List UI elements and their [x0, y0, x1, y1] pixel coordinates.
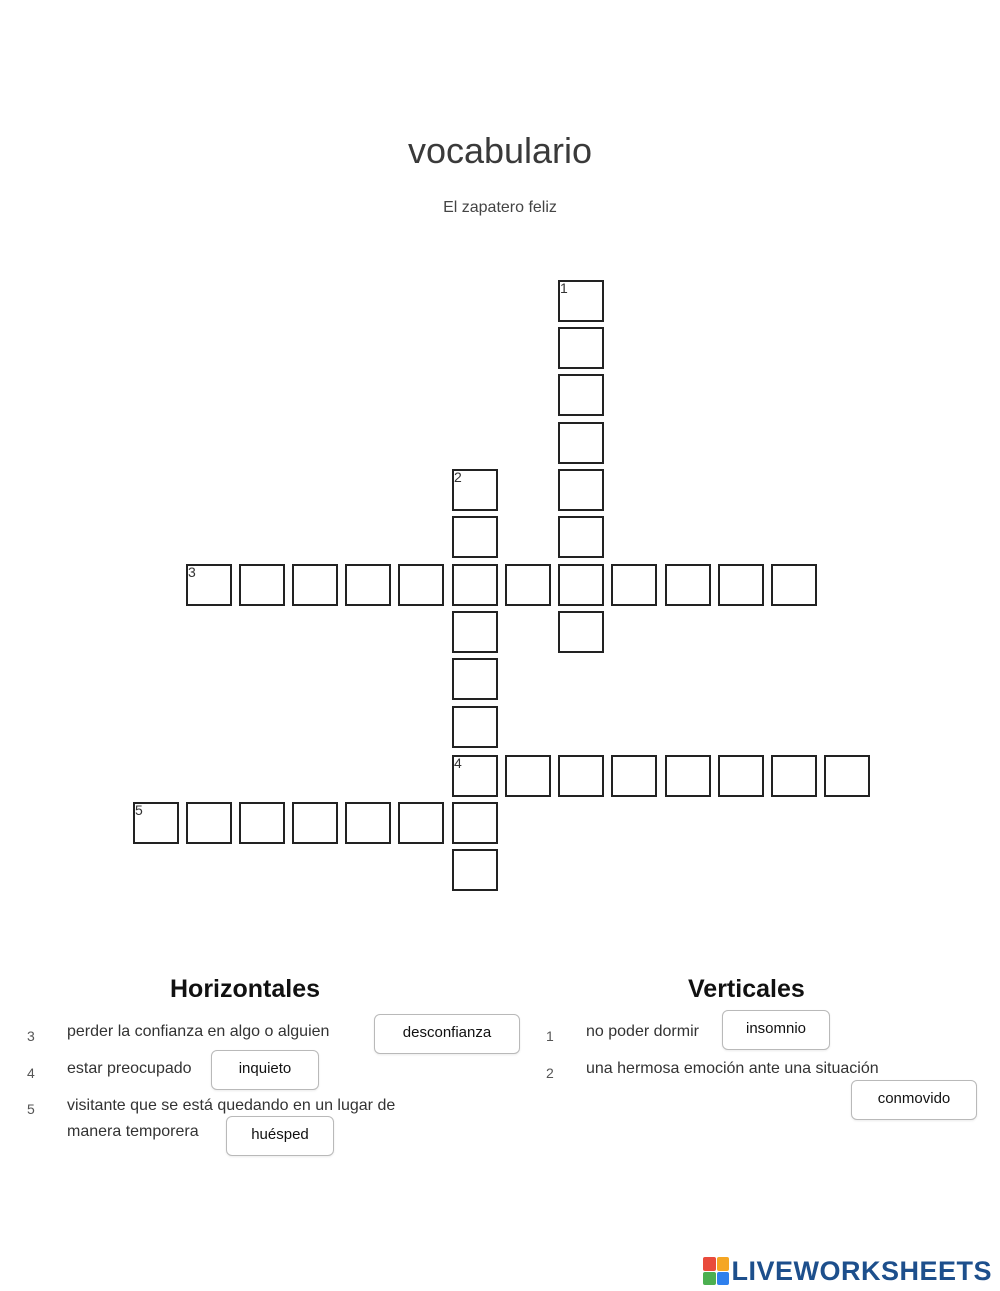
crossword-cell[interactable]	[558, 469, 604, 511]
crossword-cell[interactable]	[345, 564, 391, 606]
crossword-cell[interactable]	[558, 327, 604, 369]
crossword-cell[interactable]	[398, 564, 444, 606]
clue-text: estar preocupado	[67, 1060, 192, 1077]
answer-input-3-horizontal[interactable]: desconfianza	[374, 1014, 520, 1054]
crossword-cell[interactable]	[505, 564, 551, 606]
crossword-cell[interactable]	[771, 755, 817, 797]
crossword-cell[interactable]	[558, 422, 604, 464]
answer-input-1-vertical[interactable]: insomnio	[722, 1010, 830, 1050]
crossword-cell[interactable]	[239, 564, 285, 606]
crossword-cell[interactable]	[558, 280, 604, 322]
crossword-cell[interactable]	[558, 516, 604, 558]
crossword-cell[interactable]	[505, 755, 551, 797]
crossword-cell[interactable]	[186, 564, 232, 606]
crossword-cell[interactable]	[452, 564, 498, 606]
worksheet-subtitle: El zapatero feliz	[443, 199, 557, 216]
crossword-cell[interactable]	[558, 611, 604, 653]
crossword-cell[interactable]	[292, 802, 338, 844]
crossword-cell[interactable]	[452, 516, 498, 558]
verticales-heading: Verticales	[688, 975, 805, 1003]
clue-number: 1	[546, 1028, 554, 1044]
crossword-cell[interactable]	[452, 706, 498, 748]
crossword-cell[interactable]	[558, 755, 604, 797]
crossword-cell[interactable]	[452, 802, 498, 844]
clue-number: 2	[546, 1065, 554, 1081]
clue-number: 4	[27, 1065, 35, 1081]
crossword-cell[interactable]	[452, 611, 498, 653]
crossword-cell[interactable]	[345, 802, 391, 844]
cell-number: 1	[560, 280, 568, 296]
liveworksheets-wordmark: LIVEWORKSHEETS	[731, 1255, 992, 1286]
clue-text: perder la confianza en algo o alguien	[67, 1023, 330, 1040]
horizontales-heading: Horizontales	[170, 975, 321, 1003]
clue-number: 3	[27, 1028, 35, 1044]
crossword-cell[interactable]	[452, 469, 498, 511]
clue-text-continued: manera temporera	[67, 1123, 199, 1140]
crossword-cell[interactable]	[292, 564, 338, 606]
crossword-cell[interactable]	[611, 755, 657, 797]
crossword-cell[interactable]	[771, 564, 817, 606]
clue-number: 5	[27, 1101, 35, 1117]
answer-input-2-vertical[interactable]: conmovido	[851, 1080, 977, 1120]
cell-number: 2	[454, 469, 462, 485]
crossword-cell[interactable]	[186, 802, 232, 844]
crossword-cell[interactable]	[611, 564, 657, 606]
worksheet-title: vocabulario	[407, 130, 593, 171]
clue-text: no poder dormir	[586, 1023, 699, 1040]
crossword-cell[interactable]	[398, 802, 444, 844]
crossword-cell[interactable]	[452, 658, 498, 700]
crossword-cell[interactable]	[718, 755, 764, 797]
crossword-cell[interactable]	[718, 564, 764, 606]
answer-input-4-horizontal[interactable]: inquieto	[211, 1050, 319, 1090]
answer-input-5-horizontal[interactable]: huésped	[226, 1116, 334, 1156]
liveworksheets-logo	[703, 1254, 992, 1288]
liveworksheets-logo-icon	[703, 1257, 729, 1285]
crossword-cell[interactable]	[452, 755, 498, 797]
crossword-cell[interactable]	[665, 564, 711, 606]
clue-text: una hermosa emoción ante una situación	[586, 1060, 879, 1077]
crossword-cell[interactable]	[558, 564, 604, 606]
crossword-cell[interactable]	[239, 802, 285, 844]
cell-number: 3	[188, 564, 196, 580]
cell-number: 5	[135, 802, 143, 818]
crossword-cell[interactable]	[665, 755, 711, 797]
crossword-cell[interactable]	[452, 849, 498, 891]
crossword-cell[interactable]	[133, 802, 179, 844]
cell-number: 4	[454, 755, 462, 771]
crossword-cell[interactable]	[824, 755, 870, 797]
clue-text: visitante que se está quedando en un lugar de	[67, 1097, 396, 1114]
crossword-cell[interactable]	[558, 374, 604, 416]
